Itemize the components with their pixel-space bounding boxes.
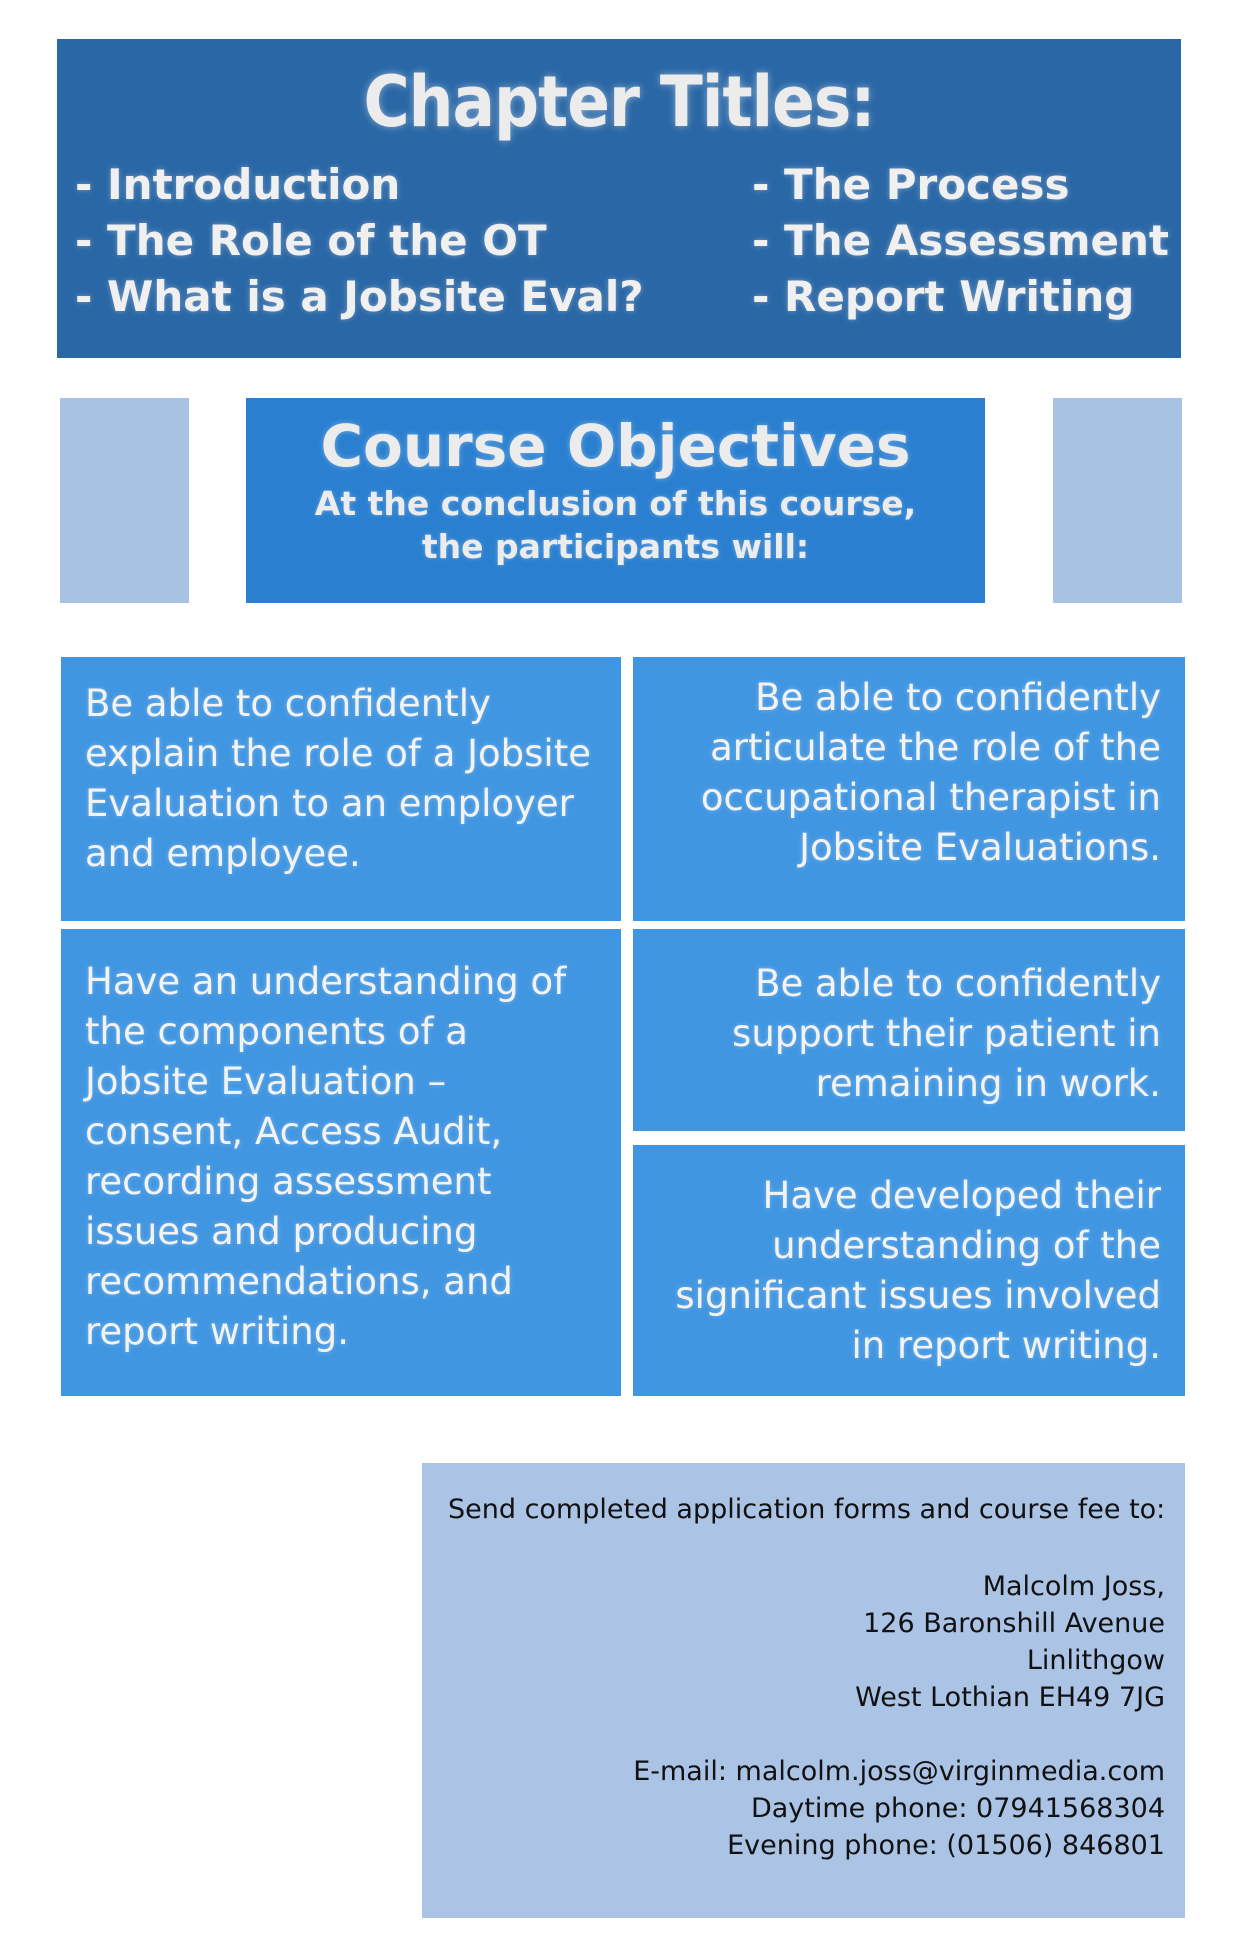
chapter-titles-panel	[57, 39, 1181, 358]
course-objectives-subtitle: At the conclusion of this course, the participants will:	[314, 484, 917, 566]
chapter-item: - Report Writing	[752, 272, 1135, 321]
decorative-square-right	[1053, 398, 1182, 603]
chapter-item: - The Process	[752, 160, 1070, 209]
contact-intro: Send completed application forms and course fee to:	[448, 1494, 1166, 1525]
course-objectives-header	[246, 398, 985, 603]
chapter-item: - What is a Jobsite Eval?	[75, 272, 644, 321]
contact-daytime-phone: Daytime phone: 07941568304	[750, 1793, 1165, 1824]
objective-box: Be able to confidently explain the role of a Jobsite Evaluation to an employer and employee.	[61, 657, 621, 921]
objective-box: Be able to confidently support their patient in remaining in work.	[633, 929, 1185, 1131]
address-line: 126 Baronshill Avenue	[863, 1608, 1165, 1639]
chapter-list-left	[75, 157, 644, 325]
objective-box: Be able to confidently articulate the role of the occupational therapist in Jobsite Evaluations.	[633, 657, 1185, 921]
chapter-list-right	[752, 157, 1169, 325]
contact-address	[448, 1568, 1165, 1716]
chapter-item: - The Role of the OT	[75, 216, 547, 265]
contact-name: Malcolm Joss,	[982, 1571, 1165, 1602]
objective-box: Have an understanding of the components of a Jobsite Evaluation – consent, Access Audit, recording assessment issues and producing recommendations, and report writing.	[61, 929, 621, 1396]
contact-evening-phone: Evening phone: (01506) 846801	[727, 1830, 1165, 1861]
address-line: Linlithgow	[1026, 1645, 1165, 1676]
chapter-item: - The Assessment	[752, 216, 1169, 265]
objective-box: Have developed their understanding of the significant issues involved in report writing.	[633, 1145, 1185, 1396]
chapter-titles-heading: Chapter Titles:	[363, 61, 875, 143]
contact-details	[448, 1753, 1165, 1864]
contact-email: E-mail: malcolm.joss@virginmedia.com	[633, 1756, 1165, 1787]
chapter-item: - Introduction	[75, 160, 401, 209]
address-line: West Lothian EH49 7JG	[855, 1682, 1165, 1713]
decorative-square-left	[60, 398, 189, 603]
contact-panel	[422, 1463, 1185, 1918]
course-objectives-title: Course Objectives	[320, 412, 911, 480]
